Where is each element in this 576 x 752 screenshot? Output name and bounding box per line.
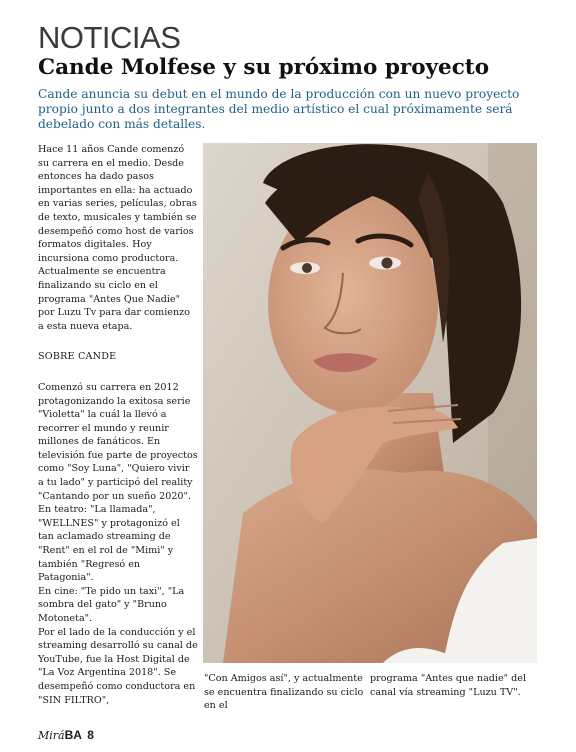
left-text-column <box>38 143 198 707</box>
magazine-logo-part: BA <box>64 728 82 742</box>
bottom-middle-text: "Con Amigos así", y actualmente se encuentra finalizando su ciclo en el <box>204 673 364 712</box>
article-headline: Cande Molfese y su próximo proyecto <box>38 55 490 80</box>
bio-paragraph: Por el lado de la conducción y el streaming desarrolló su canal de YouTube, fue la Host Digital de "La Voz Argentina 2018". Se desempeñó como conductora en "SIN FILTRO", <box>38 626 198 706</box>
bio-paragraph: En cine: "Te pido un taxi", "La sombra del gato" y "Bruno Motoneta". <box>38 585 185 624</box>
intro-paragraph: Actualmente se encuentra finalizando su ciclo en el programa "Antes Que Nadie" por Luzu Tv para dar comienzo a esta nueva etapa. <box>38 266 190 332</box>
portrait-photo <box>203 143 537 663</box>
bottom-middle-column <box>204 672 364 713</box>
article-lede: Cande anuncia su debut en el mundo de la producción con un nuevo proyecto propio junto a dos integrantes del medio artístico el cual próximamente será debelado con más detalles. <box>38 87 520 131</box>
page-footer <box>38 728 94 742</box>
intro-paragraph: Hace 11 años Cande comenzó su carrera en el medio. Desde entonces ha dado pasos importantes en ella: ha actuado en varias series, películas, obras de texto, musicales y también se desempeñó como host de varios formatos digitales. Hoy incursiona como productora. <box>38 144 197 264</box>
bottom-right-column <box>370 672 530 699</box>
subheading: SOBRE CANDE <box>38 351 117 363</box>
bio-paragraph: Comenzó su carrera en 2012 protagonizando la exitosa serie "Violetta" la cuál la llevó a recorrer el mundo y reunir millones de fanáticos. En televisión fue parte de proyectos como "Soy Luna", "Quiero vivir a tu lado" y participó del reality "Cantando por un sueño 2020". En teatro: "La llamada", "WELLNES" y protagonizó el tan aclamado streaming de "Rent" en el rol de "Mimi" y también "Regresó en Patagonia". <box>38 381 198 584</box>
page-number: 8 <box>87 728 94 742</box>
bottom-right-text: programa "Antes que nadie" del canal vía streaming "Luzu TV". <box>370 673 527 698</box>
magazine-logo-part: Mirá <box>38 729 65 742</box>
section-label: NOTICIAS <box>38 20 181 55</box>
